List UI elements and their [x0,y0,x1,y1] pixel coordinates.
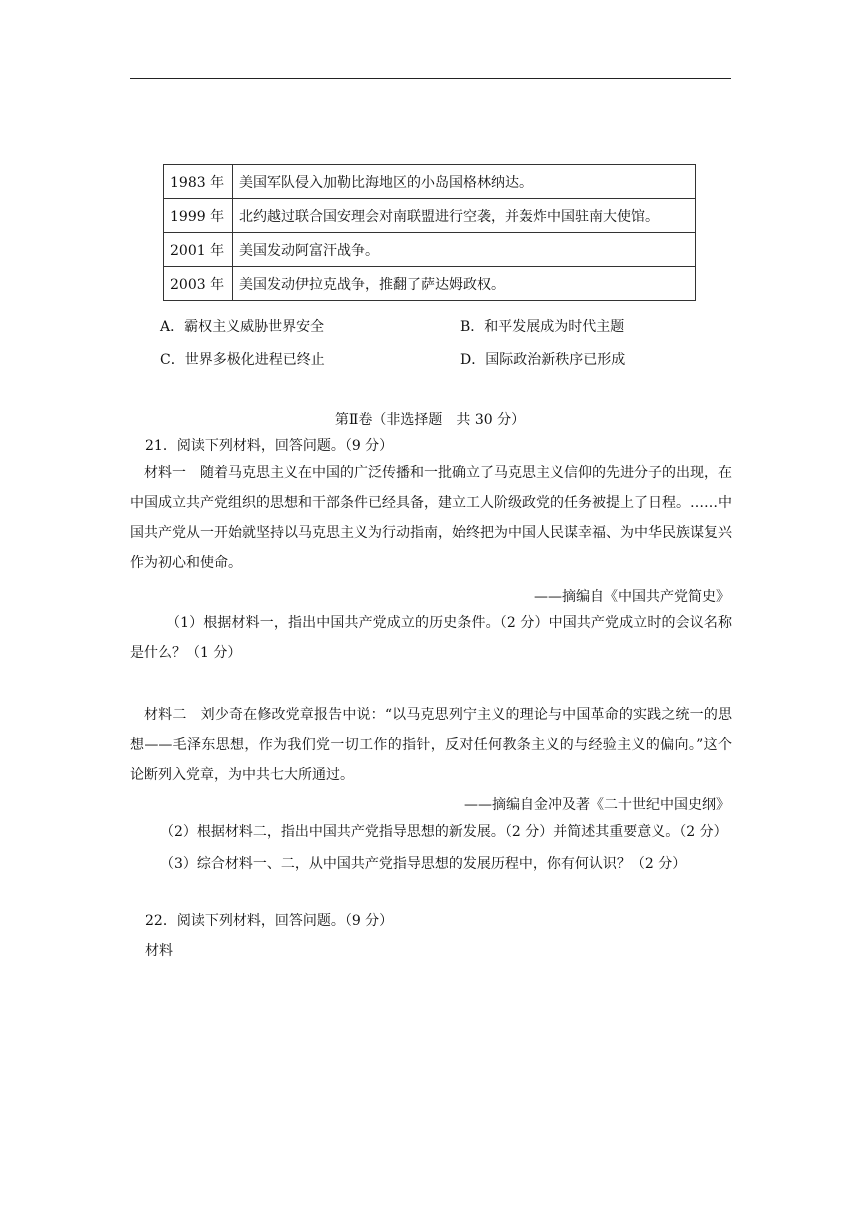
sub-question-3: （3）综合材料一、二，从中国共产党指导思想的发展历程中，你有何认识？（2 分） [160,856,687,872]
year-cell: 1983 年 [164,165,233,199]
question-21-stem: 21．阅读下列材料，回答问题。（9 分） [145,438,394,454]
event-cell: 美国发动阿富汗战争。 [233,233,696,267]
sub-question-1: （1）根据材料一，指出中国共产党成立的历史条件。（2 分）中国共产党成立时的会议名称是什么？（1 分） [130,615,732,661]
year-cell: 1999 年 [164,199,233,233]
option-b: B．和平发展成为时代主题 [460,319,625,335]
event-cell: 北约越过联合国安理会对南联盟进行空袭，并轰炸中国驻南大使馆。 [233,199,696,233]
table-row [164,267,696,301]
table-row [164,199,696,233]
source-1: ——摘编自《中国共产党简史》 [534,589,730,605]
source-2: ——摘编自金冲及著《二十世纪中国史纲》 [464,797,730,813]
material-1: 材料一 随着马克思主义在中国的广泛传播和一批确立了马克思主义信仰的先进分子的出现，在中国成立共产党组织的思想和干部条件已经具备，建立工人阶级政党的任务被提上了日程。……中国共产党从一开始就坚持以马克思主义为行动指南，始终把为中国人民谋幸福、为中华民族谋复兴作为初心和使命。 [130,465,732,571]
material-label: 材料 [145,943,173,959]
event-cell: 美国发动伊拉克战争，推翻了萨达姆政权。 [233,267,696,301]
option-c: C．世界多极化进程已终止 [160,352,325,368]
header-rule [130,78,731,79]
events-table [163,164,696,301]
event-cell: 美国军队侵入加勒比海地区的小岛国格林纳达。 [233,165,696,199]
material-2: 材料二 刘少奇在修改党章报告中说：“以马克思列宁主义的理论与中国革命的实践之统一的思想——毛泽东思想，作为我们党一切工作的指针，反对任何教条主义的与经验主义的偏向。”这个论断列入党章，为中共七大所通过。 [130,707,732,783]
option-a: A．霸权主义威胁世界安全 [160,319,325,335]
year-cell: 2001 年 [164,233,233,267]
sub-question-2: （2）根据材料二，指出中国共产党指导思想的新发展。（2 分）并简述其重要意义。（2 分） [160,824,728,840]
table-row [164,165,696,199]
option-d: D．国际政治新秩序已形成 [460,352,626,368]
section-title: 第Ⅱ卷（非选择题 共 30 分） [334,412,526,428]
table-row [164,233,696,267]
year-cell: 2003 年 [164,267,233,301]
question-22-stem: 22．阅读下列材料，回答问题。（9 分） [145,913,394,929]
